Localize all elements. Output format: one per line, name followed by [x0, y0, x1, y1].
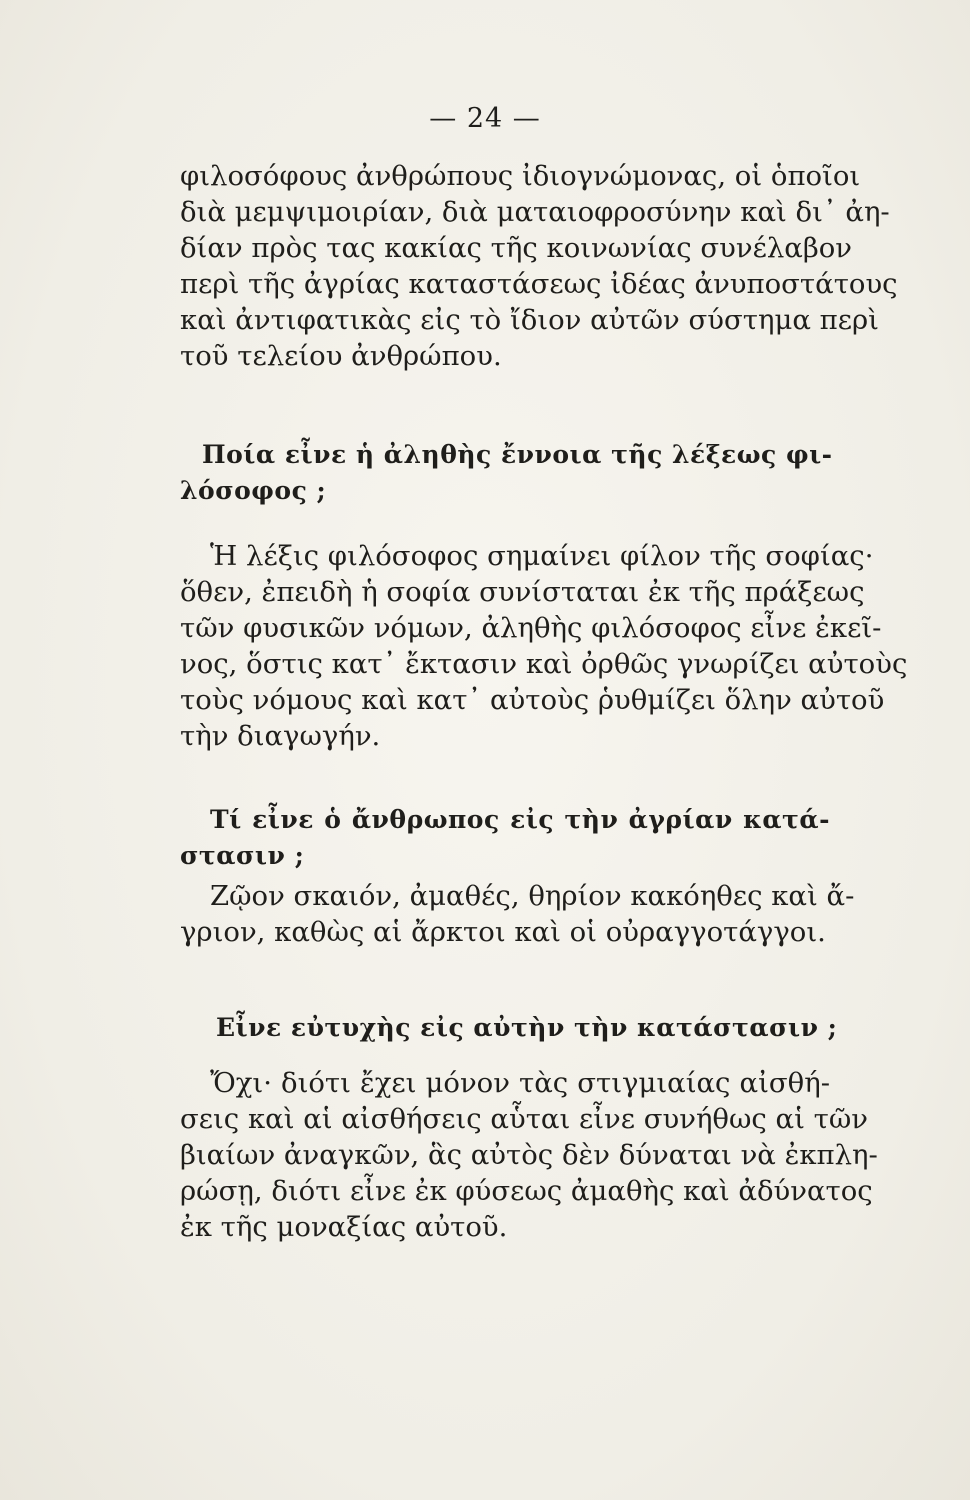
- text-line: τοὺς νόμους καὶ κατ᾽ αὐτοὺς ῥυθμίζει ὅλην αὐτοῦ: [180, 684, 885, 716]
- text-line: Ὄχι· διότι ἔχει μόνον τὰς στιγμιαίας αἰσθή-: [210, 1067, 830, 1099]
- text-line: διὰ μεμψιμοιρίαν, διὰ ματαιοφροσύνην καὶ δι᾽ ἀη-: [180, 196, 890, 228]
- text-line: Ἡ λέξις φιλόσοφος σημαίνει φίλον τῆς σοφίας·: [210, 540, 874, 572]
- text-line: σεις καὶ αἱ αἰσθήσεις αὗται εἶνε συνήθως αἱ τῶν: [180, 1103, 869, 1135]
- text-line: περὶ τῆς ἀγρίας καταστάσεως ἰδέας ἀνυποστάτους: [180, 268, 898, 300]
- question-line: στασιν ;: [180, 841, 305, 870]
- text-line: Ζῷον σκαιόν, ἀμαθές, θηρίον κακόηθες καὶ ἄ-: [210, 880, 855, 912]
- text-line: δίαν πρὸς τας κακίας τῆς κοινωνίας συνέλαβον: [180, 232, 853, 264]
- question-line: Τί εἶνε ὁ ἄνθρωπος εἰς τὴν ἀγρίαν κατά-: [210, 805, 830, 834]
- question-line: Ποία εἶνε ἡ ἀληθὴς ἔννοια τῆς λέξεως φι-: [202, 440, 833, 469]
- text-line: καὶ ἀντιφατικὰς εἰς τὸ ἴδιον αὐτῶν σύστημα περὶ: [180, 304, 879, 336]
- answer-savage-state: [180, 878, 855, 950]
- question-savage-state: [180, 802, 830, 874]
- paragraph-continuation: [180, 158, 898, 374]
- text-line: τῶν φυσικῶν νόμων, ἀληθὴς φιλόσοφος εἶνε ἐκεῖ-: [180, 612, 882, 644]
- text-line: ρώσῃ, διότι εἶνε ἐκ φύσεως ἀμαθὴς καὶ ἀδύνατος: [180, 1175, 873, 1207]
- question-philosopher-meaning: [180, 437, 833, 509]
- text-line: φιλοσόφους ἀνθρώπους ἰδιογνώμονας, οἱ ὁποῖοι: [180, 160, 861, 192]
- answer-happiness: [180, 1065, 878, 1245]
- text-line: γριον, καθὼς αἱ ἄρκτοι καὶ οἱ οὐραγγοτάγγοι.: [180, 916, 826, 948]
- text-line: ὅθεν, ἐπειδὴ ἡ σοφία συνίσταται ἐκ τῆς πράξεως: [180, 576, 865, 608]
- text-line: νος, ὅστις κατ᾽ ἔκτασιν καὶ ὀρθῶς γνωρίζει αὐτοὺς: [180, 648, 908, 680]
- question-happiness: [180, 1010, 838, 1046]
- question-line: Εἶνε εὐτυχὴς εἰς αὐτὴν τὴν κατάστασιν ;: [216, 1013, 838, 1042]
- question-line: λόσοφος ;: [180, 476, 327, 505]
- text-line: τοῦ τελείου ἀνθρώπου.: [180, 340, 502, 372]
- text-line: τὴν διαγωγήν.: [180, 720, 381, 752]
- answer-philosopher-meaning: [180, 538, 908, 754]
- page-number: — 24 —: [429, 103, 541, 134]
- text-line: βιαίων ἀναγκῶν, ἃς αὐτὸς δὲν δύναται νὰ ἐκπλη-: [180, 1139, 878, 1171]
- text-line: ἐκ τῆς μοναξίας αὐτοῦ.: [180, 1211, 508, 1243]
